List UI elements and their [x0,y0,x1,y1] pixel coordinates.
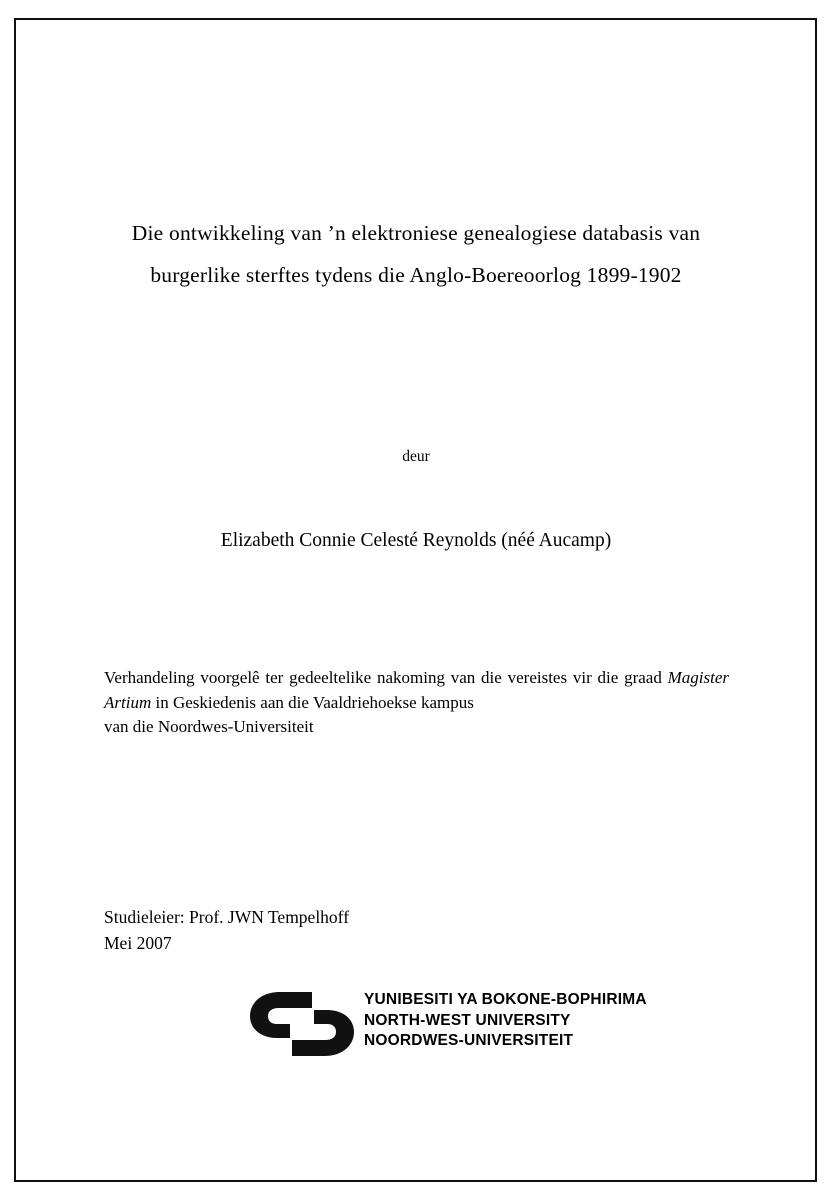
logo-line-setswana: YUNIBESITI YA BOKONE-BOPHIRIMA [364,991,647,1008]
title-line-2: burgerlike sterftes tydens die Anglo-Boereoorlog 1899-1902 [150,262,682,287]
title-line-1: Die ontwikkeling van ’n elektroniese genealogiese databasis van [131,221,701,245]
nwu-logo-icon [246,988,358,1060]
submission-date: Mei 2007 [104,933,172,954]
degree-name: Magister Artium [104,668,729,712]
supervisor-name: Studieleier: Prof. JWN Tempelhoff [104,907,350,927]
by-word: deur [402,448,430,465]
degree-statement-line3: van die Noordwes-Universiteit [104,717,314,737]
logo-line-afrikaans: NOORDWES-UNIVERSITEIT [364,1032,574,1050]
author-name: Elizabeth Connie Celesté Reynolds (néé Aucamp) [220,530,612,551]
logo-line-english: NORTH-WEST UNIVERSITY [364,1011,571,1029]
page-content [96,18,736,1182]
university-logo [246,986,666,1066]
degree-statement-part1: Verhandeling voorgelê ter gedeeltelike nakoming van die vereistes vir die graad [104,668,668,687]
degree-statement-part2: in Geskiedenis aan die Vaaldriehoekse kampus [151,692,474,712]
university-logo-text [364,990,647,1052]
degree-statement [104,666,729,740]
thesis-title [96,213,736,297]
supervisor-block [104,904,604,957]
